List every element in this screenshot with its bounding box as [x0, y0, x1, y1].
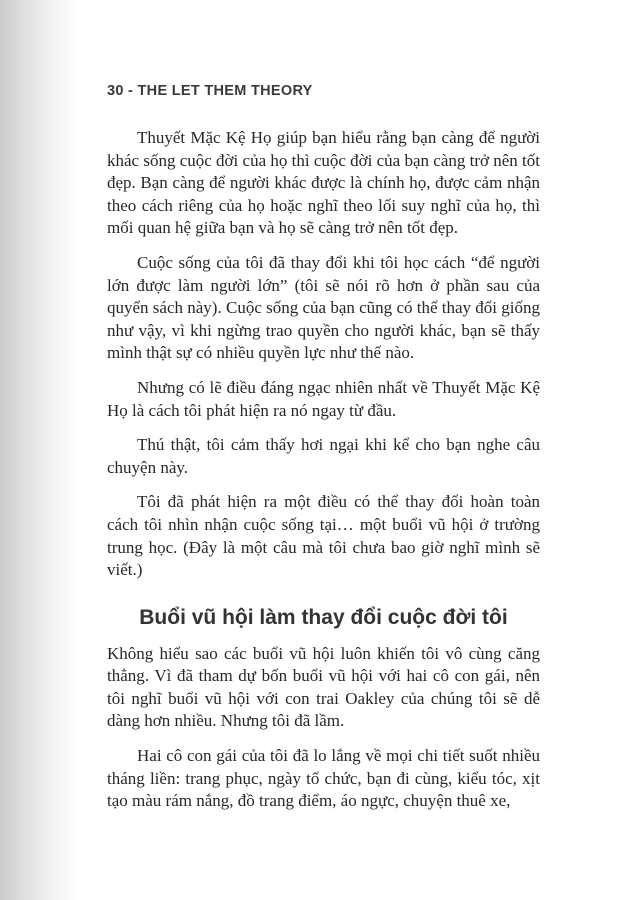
- spine-shadow-gradient: [0, 0, 80, 900]
- running-header: 30 - THE LET THEM THEORY: [107, 83, 313, 99]
- paragraph: Thú thật, tôi cảm thấy hơi ngại khi kể cho bạn nghe câu chuyện này.: [107, 435, 540, 477]
- page-content: [107, 83, 540, 825]
- paragraph: Thuyết Mặc Kệ Họ giúp bạn hiểu rằng bạn càng để người khác sống cuộc đời của họ thì cuộc đời của bạn càng trở nên tốt đẹp. Bạn càng để người khác được là chính họ, được cảm nhận theo cách riêng của họ hoặc nghĩ theo lối suy nghĩ của họ, thì mối quan hệ giữa bạn và họ sẽ càng trở nên tốt đẹp.: [107, 128, 540, 238]
- body-text-block: [107, 127, 540, 813]
- paragraph: Nhưng có lẽ điều đáng ngạc nhiên nhất về Thuyết Mặc Kệ Họ là cách tôi phát hiện ra nó ngay từ đầu.: [107, 377, 540, 420]
- paragraph: Không hiểu sao các buổi vũ hội luôn khiến tôi vô cùng căng thẳng. Vì đã tham dự bốn buổi vũ hội với hai cô con gái, nên tôi nghĩ buổi vũ hội với con trai Oakley của chúng tôi sẽ dễ dàng hơn nhiều. Nhưng tôi đã lầm.: [107, 643, 540, 731]
- paragraph: Cuộc sống của tôi đã thay đổi khi tôi học cách “để người lớn được làm người lớn” (tôi sẽ nói rõ hơn ở phần sau của quyển sách này). Cuộc sống của bạn cũng có thể thay đổi giống như vậy, vì khi ngừng trao quyền cho người khác, bạn sẽ thấy mình thật sự có nhiều quyền lực như thế nào.: [107, 252, 540, 363]
- section-heading: Buổi vũ hội làm thay đổi cuộc đời tôi: [139, 605, 508, 629]
- paragraph: Tôi đã phát hiện ra một điều có thể thay đổi hoàn toàn cách tôi nhìn nhận cuộc sống tại… một buổi vũ hội ở trường trung học. (Đây là một câu mà tôi chưa bao giờ nghĩ mình sẽ viết.): [107, 492, 540, 580]
- paragraph: Hai cô con gái của tôi đã lo lắng về mọi chi tiết suốt nhiều tháng liền: trang phục, ngày tổ chức, bạn đi cùng, kiểu tóc, xịt tạo màu rám nắng, đồ trang điểm, áo ngực, chuyện thuê xe,: [107, 746, 540, 811]
